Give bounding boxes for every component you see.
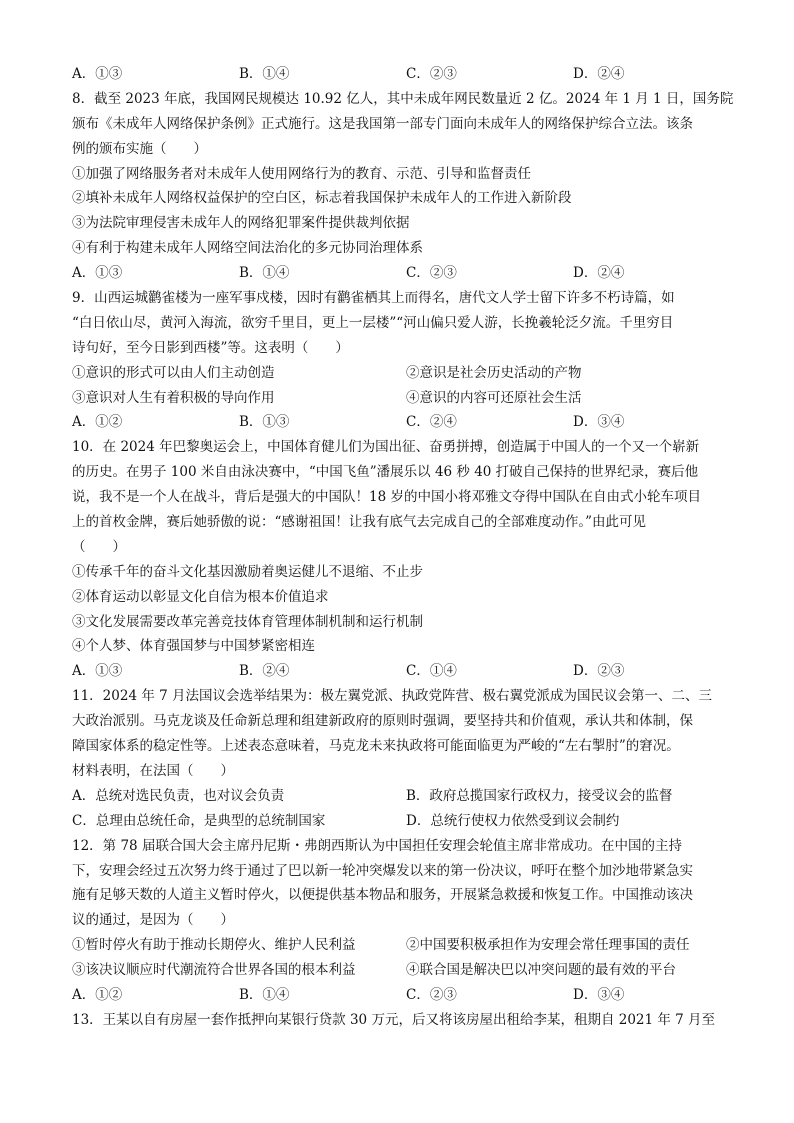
q12-option-c[interactable]: C．②③ — [406, 986, 457, 1003]
q10-stem-line-2: 的历史。在男子 100 米自由泳决赛中，“中国飞鱼”潘展乐以 46 秒 40 打破自己保持的世界纪录，赛后他 — [72, 464, 699, 481]
q10-statement-1: ①传承千年的奋斗文化基因激励着奥运健儿不退缩、不止步 — [72, 563, 423, 580]
q9-option-b[interactable]: B．①③ — [239, 414, 290, 431]
q9-statement-2: ②意识是社会历史活动的产物 — [406, 364, 582, 381]
q10-option-d[interactable]: D．②③ — [573, 663, 625, 680]
q9-options — [72, 410, 724, 435]
q12-options — [72, 983, 724, 1008]
q7-option-c[interactable]: C．②③ — [406, 66, 457, 82]
q10-stem-line-1: 10．在 2024 年巴黎奥运会上，中国体育健儿们为国出征、奋勇拼搏，创造属于中国人的一个又一个崭新 — [72, 439, 700, 456]
q13-stem-line-1: 13．王某以自有房屋一套作抵押向某银行贷款 30 万元，后又将该房屋出租给李某，租期自 2021 年 7 月至 — [72, 1011, 716, 1028]
q9-statement-4: ④意识的内容可还原社会生活 — [406, 389, 582, 406]
q12-statement-2: ②中国要积极承担作为安理会常任理事国的责任 — [406, 937, 690, 954]
q9-stem-line-1: 9．山西运城鹳雀楼为一座军事戍楼，因时有鹳雀栖其上而得名，唐代文人学士留下许多不朽诗篇，如 — [72, 290, 675, 307]
q12-statement-3: ③该决议顺应时代潮流符合世界各国的根本利益 — [72, 962, 356, 979]
q12-statement-1: ①暂时停火有助于推动长期停火、维护人民利益 — [72, 937, 356, 954]
q12-statement-4: ④联合国是解决巴以冲突问题的最有效的平台 — [406, 962, 676, 979]
q8-statement-2: ②填补未成年人网络权益保护的空白区，标志着我国保护未成年人的工作进入新阶段 — [72, 190, 572, 207]
q12-option-d[interactable]: D．③④ — [573, 986, 625, 1003]
q9-option-d[interactable]: D．③④ — [573, 414, 625, 431]
q10-statement-2: ②体育运动以彰显文化自信为根本价值追求 — [72, 588, 329, 605]
question-13 — [72, 1008, 724, 1033]
q9-stem-line-2: “白日依山尽，黄河入海流，欲穷千里目，更上一层楼”“河山偏只爱人游，长挽羲轮泛夕流。千里穷目 — [72, 314, 674, 331]
q10-stem-line-5: （ ） — [72, 538, 126, 555]
question-12 — [72, 834, 724, 1008]
q12-option-a[interactable]: A．①② — [72, 986, 123, 1003]
q10-options — [72, 659, 724, 684]
q7-option-a[interactable]: A．①③ — [72, 66, 123, 82]
q8-option-a[interactable]: A．①③ — [72, 265, 123, 282]
q8-option-c[interactable]: C．②③ — [406, 265, 457, 282]
q8-stem-line-1: 8．截至 2023 年底，我国网民规模达 10.92 亿人，其中未成年网民数量近 2 亿。2024 年 1 月 1 日，国务院 — [72, 90, 734, 107]
q8-statement-3: ③为法院审理侵害未成年人的网络犯罪案件提供裁判依据 — [72, 215, 410, 232]
q8-stem-line-2: 颁布《未成年人网络保护条例》正式施行。这是我国第一部专门面向未成年人的网络保护综合立法。该条 — [72, 115, 693, 132]
q7-option-b[interactable]: B．①④ — [239, 66, 290, 82]
q12-option-b[interactable]: B．①④ — [239, 986, 290, 1003]
q11-option-c[interactable]: C．总理由总统任命，是典型的总统制国家 — [72, 812, 326, 829]
q10-stem-line-4: 上的首枚金牌，赛后她骄傲的说：“感谢祖国！让我有底气去完成自己的全部难度动作。”由此可见 — [72, 514, 647, 531]
q12-statements-row-1 — [72, 933, 724, 958]
q11-option-a[interactable]: A．总统对选民负责，也对议会负责 — [72, 787, 285, 804]
q11-options-row-2 — [72, 809, 724, 834]
q9-statements-row-2 — [72, 386, 724, 411]
question-10 — [72, 435, 724, 684]
q11-stem-line-3: 障国家体系的稳定性等。上述表态意味着，马克龙未来执政将可能面临更为严峻的“左右掣肘”的窘况。 — [72, 738, 680, 755]
q8-statement-4: ④有利于构建未成年人网络空间法治化的多元协同治理体系 — [72, 240, 423, 257]
q9-stem-line-3: 诗句好，至今日影到西楼”等。这表明（ ） — [72, 339, 349, 356]
q8-option-d[interactable]: D．②④ — [573, 265, 625, 282]
q9-option-c[interactable]: C．②④ — [406, 414, 457, 431]
question-8 — [72, 87, 734, 286]
q8-option-b[interactable]: B．①④ — [239, 265, 290, 282]
q11-option-b[interactable]: B．政府总揽国家行政权力，接受议会的监督 — [406, 787, 673, 804]
q11-options-row-1 — [72, 784, 724, 809]
q8-statement-1: ①加强了网络服务者对未成年人使用网络行为的教育、示范、引导和监督责任 — [72, 165, 531, 182]
q7-options — [72, 62, 724, 87]
question-9 — [72, 286, 724, 435]
q9-statement-1: ①意识的形式可以由人们主动创造 — [72, 364, 275, 381]
q10-statement-3: ③文化发展需要改革完善竞技体育管理体制机制和运行机制 — [72, 613, 423, 630]
q9-statements-row-1 — [72, 361, 724, 386]
q8-stem-line-3: 例的颁布实施（ ） — [72, 140, 207, 157]
exam-page — [72, 62, 734, 1033]
q10-option-c[interactable]: C．①④ — [406, 663, 457, 680]
question-11 — [72, 684, 724, 833]
q11-option-d[interactable]: D．总统行使权力依然受到议会制约 — [406, 812, 620, 829]
q9-statement-3: ③意识对人生有着积极的导向作用 — [72, 389, 275, 406]
q12-stem-line-1: 12．第 78 届联合国大会主席丹尼斯・弗朗西斯认为中国担任安理会轮值主席非常成功。在中国的主持 — [72, 837, 682, 854]
q12-stem-line-2: 下，安理会经过五次努力终于通过了巴以新一轮冲突爆发以来的第一份决议，呼吁在整个加沙地带紧急实 — [72, 862, 693, 879]
q9-option-a[interactable]: A．①② — [72, 414, 123, 431]
q10-stem-line-3: 说，我不是一个人在战斗，背后是强大的中国队！18 岁的中国小将邓雅文夺得中国队在自由式小轮车项目 — [72, 489, 701, 506]
q12-statements-row-2 — [72, 958, 724, 983]
q12-stem-line-3: 施有足够天数的人道主义暂时停火，以便提供基本物品和服务，开展紧急救援和恢复工作。中国推动该决 — [72, 887, 693, 904]
q10-statement-4: ④个人梦、体育强国梦与中国梦紧密相连 — [72, 638, 315, 655]
q12-stem-line-4: 议的通过，是因为（ ） — [72, 912, 234, 929]
q8-options — [72, 261, 724, 286]
q10-option-a[interactable]: A．①③ — [72, 663, 123, 680]
q11-stem-line-1: 11．2024 年 7 月法国议会选举结果为：极左翼党派、执政党阵营、极右翼党派成为国民议会第一、二、三 — [72, 688, 712, 705]
q10-option-b[interactable]: B．②④ — [239, 663, 290, 680]
q11-stem-line-2: 大政治派别。马克龙谈及任命新总理和组建新政府的原则时强调，要坚持共和价值观，承认共和体制，保 — [72, 713, 693, 730]
q7-option-d[interactable]: D．②④ — [573, 66, 625, 82]
q11-stem-line-4: 材料表明，在法国（ ） — [72, 762, 234, 779]
